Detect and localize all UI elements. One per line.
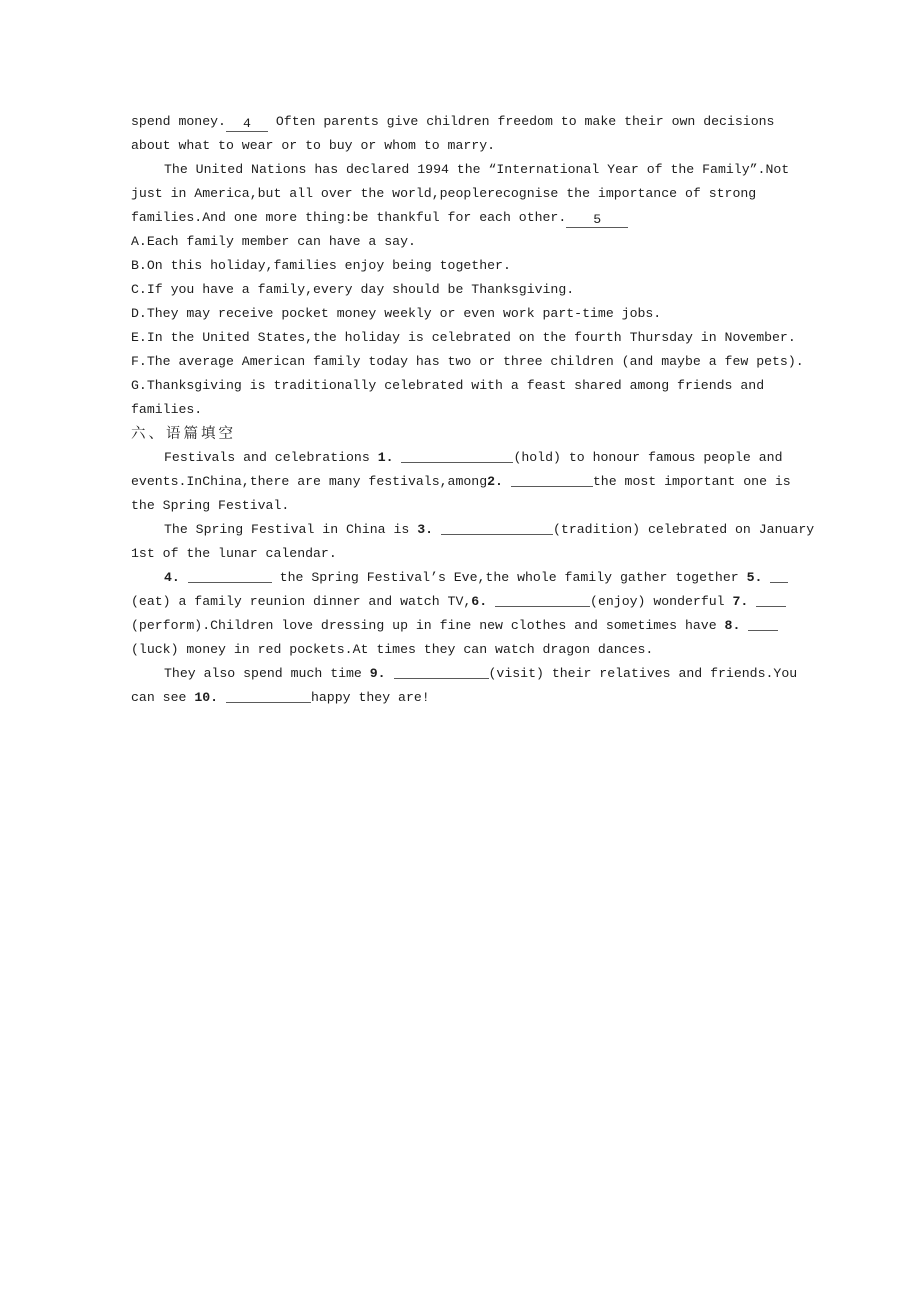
- blank-underline: [770, 567, 788, 583]
- text-segment: families.: [131, 402, 203, 417]
- text-segment: [218, 690, 226, 705]
- text-segment: (visit) their relatives and friends.You: [488, 666, 798, 681]
- text-line: [131, 566, 831, 590]
- section-header: [131, 422, 831, 446]
- text-segment: [180, 570, 188, 585]
- text-line: [131, 350, 831, 374]
- text-segment: (perform).Children love dressing up in fine new clothes and sometimes have: [131, 618, 725, 633]
- text-segment: They also spend much time: [164, 666, 370, 681]
- text-segment: can see: [131, 690, 195, 705]
- text-segment: about what to wear or to buy or whom to marry.: [131, 138, 496, 153]
- text-line: [131, 542, 831, 566]
- text-line: [131, 158, 831, 182]
- text-segment: Often parents give children freedom to make their own decisions: [267, 114, 775, 129]
- question-number: 1.: [377, 450, 394, 465]
- text-line: [131, 518, 831, 542]
- text-segment: [740, 618, 748, 633]
- text-segment: [433, 522, 441, 537]
- text-segment: (enjoy) wonderful: [590, 594, 733, 609]
- text-segment: 1st of the lunar calendar.: [131, 546, 337, 561]
- text-segment: the Spring Festival.: [131, 498, 290, 513]
- text-segment: 六、语篇填空: [131, 426, 236, 442]
- blank-underline: [188, 567, 272, 583]
- text-line: [131, 638, 831, 662]
- question-number: 4.: [164, 570, 180, 585]
- document-content: [131, 110, 831, 710]
- text-segment: C.If you have a family,every day should be Thanksgiving.: [131, 282, 575, 297]
- text-line: [131, 662, 831, 686]
- question-number: 5.: [746, 570, 763, 585]
- question-number: 3.: [417, 522, 434, 537]
- question-number: 6.: [471, 594, 488, 609]
- text-segment: B.On this holiday,families enjoy being together.: [131, 258, 511, 273]
- text-segment: the most important one is: [592, 474, 791, 489]
- text-line: [131, 134, 831, 158]
- text-segment: A.Each family member can have a say.: [131, 234, 416, 249]
- text-line: [131, 230, 831, 254]
- text-segment: spend money.: [131, 114, 226, 129]
- blank-underline: [441, 519, 553, 535]
- text-line: [131, 302, 831, 326]
- text-segment: [762, 570, 770, 585]
- text-segment: [386, 666, 394, 681]
- text-segment: D.They may receive pocket money weekly or even work part-time jobs.: [131, 306, 662, 321]
- text-segment: just in America,but all over the world,peoplerecognise the importance of strong: [131, 186, 757, 201]
- text-line: [131, 206, 831, 230]
- text-line: [131, 590, 831, 614]
- blank-underline: [566, 212, 628, 228]
- text-segment: (tradition) celebrated on January: [553, 522, 815, 537]
- text-segment: events.InChina,there are many festivals,among: [131, 474, 488, 489]
- text-segment: (luck) money in red pockets.At times they can watch dragon dances.: [131, 642, 654, 657]
- text-line: [131, 614, 831, 638]
- text-line: [131, 278, 831, 302]
- blank-underline: [394, 663, 489, 679]
- text-segment: happy they are!: [310, 690, 430, 705]
- text-segment: families.And one more thing:be thankful for each other.: [131, 210, 567, 225]
- text-segment: The United Nations has declared 1994 the “International Year of the Family”.Not: [164, 162, 790, 177]
- text-segment: The Spring Festival in China is: [164, 522, 418, 537]
- text-segment: the Spring Festival’s Eve,the whole family gather together: [271, 570, 747, 585]
- question-number: 9.: [369, 666, 386, 681]
- blank-underline: [401, 447, 513, 463]
- text-segment: [748, 594, 756, 609]
- blank-underline: [226, 687, 311, 703]
- text-line: [131, 182, 831, 206]
- text-line: [131, 686, 831, 710]
- text-line: [131, 494, 831, 518]
- text-line: [131, 254, 831, 278]
- question-number: 8.: [724, 618, 741, 633]
- text-segment: Festivals and celebrations: [164, 450, 378, 465]
- blank-underline: [748, 615, 778, 631]
- blank-underline: [511, 471, 593, 487]
- question-number: 10.: [194, 690, 219, 705]
- text-line: [131, 374, 831, 398]
- text-line: [131, 446, 831, 470]
- text-segment: G.Thanksgiving is traditionally celebrated with a feast shared among friends and: [131, 378, 765, 393]
- text-segment: E.In the United States,the holiday is celebrated on the fourth Thursday in November.: [131, 330, 796, 345]
- text-segment: (eat) a family reunion dinner and watch TV,: [131, 594, 472, 609]
- text-segment: [503, 474, 511, 489]
- blank-underline: [226, 116, 268, 132]
- question-number: 7.: [732, 594, 749, 609]
- blank-number: 4: [243, 116, 251, 131]
- text-line: [131, 110, 831, 134]
- question-number: 2.: [487, 474, 503, 489]
- blank-number: 5: [593, 212, 602, 227]
- text-segment: (hold) to honour famous people and: [513, 450, 783, 465]
- blank-underline: [756, 591, 786, 607]
- text-line: [131, 326, 831, 350]
- text-segment: F.The average American family today has two or three children (and maybe a few pets).: [131, 354, 804, 369]
- text-segment: [487, 594, 495, 609]
- text-segment: [394, 450, 402, 465]
- text-line: [131, 398, 831, 422]
- text-line: [131, 470, 831, 494]
- blank-underline: [495, 591, 590, 607]
